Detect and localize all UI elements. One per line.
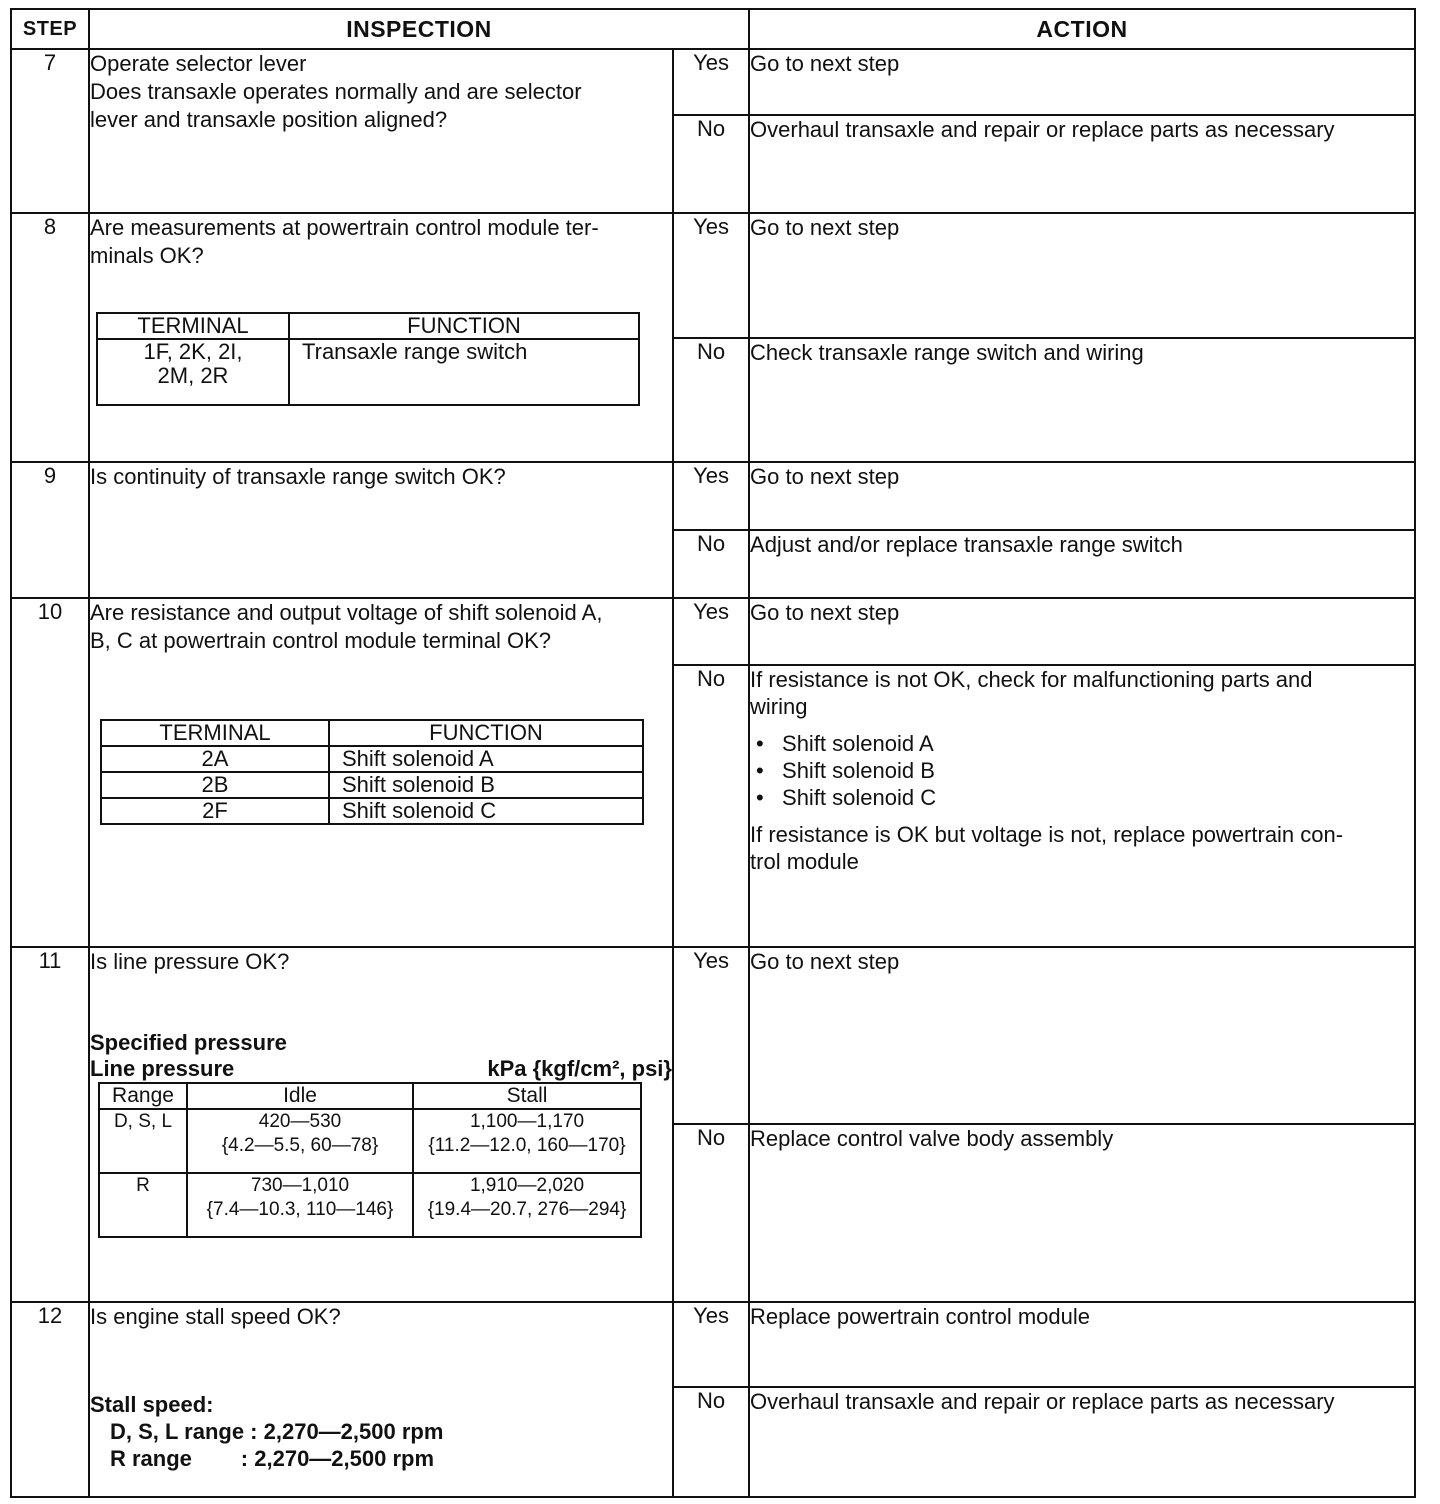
terminal-header: TERMINAL xyxy=(97,313,289,339)
value-line: {19.4—20.7, 276—294} xyxy=(427,1199,627,1221)
step-11-yes-row xyxy=(11,947,1415,1123)
function-header: FUNCTION xyxy=(329,720,643,746)
step-number: 10 xyxy=(11,598,89,947)
function-header: FUNCTION xyxy=(289,313,639,339)
step-number: 11 xyxy=(11,947,89,1302)
step-12-no-action: Overhaul transaxle and repair or replace parts as necessary xyxy=(749,1387,1415,1497)
idle-cell xyxy=(187,1173,413,1237)
stall-speed-line: D, S, L range : 2,270—2,500 rpm xyxy=(110,1419,444,1445)
inspection-line: lever and transaxle position aligned? xyxy=(90,107,448,132)
inspection-line: B, C at powertrain control module terminal OK? xyxy=(90,628,551,654)
solenoid-list xyxy=(750,730,1414,811)
terminal-line: 1F, 2K, 2I, xyxy=(143,339,243,365)
yes-label: Yes xyxy=(673,462,749,530)
no-label: No xyxy=(673,1387,749,1497)
range-cell: R xyxy=(99,1173,187,1237)
terminal-cell: 2A xyxy=(101,746,329,772)
step-7-yes-row xyxy=(11,49,1415,115)
range-cell: D, S, L xyxy=(99,1109,187,1173)
action-header: ACTION xyxy=(749,9,1415,49)
pressure-caption xyxy=(90,1056,672,1082)
stall-cell xyxy=(413,1173,641,1237)
step-12-yes-action: Replace powertrain control module xyxy=(749,1302,1415,1386)
inspection-header: INSPECTION xyxy=(89,9,749,49)
terminal-cell: 2B xyxy=(101,772,329,798)
no-label: No xyxy=(673,115,749,213)
inspection-line: Operate selector lever xyxy=(90,51,307,76)
step-number: 9 xyxy=(11,462,89,598)
function-cell: Shift solenoid A xyxy=(329,746,643,772)
stall-speed-line: R range : 2,270—2,500 rpm xyxy=(110,1446,435,1472)
step-8-inspection xyxy=(89,213,673,462)
step-10-inspection xyxy=(89,598,673,947)
step-10-yes-action: Go to next step xyxy=(749,598,1415,664)
step-number: 12 xyxy=(11,1302,89,1497)
terminal-cell xyxy=(97,339,289,405)
no-label: No xyxy=(673,530,749,598)
step-10-yes-row xyxy=(11,598,1415,664)
inspection-line: Are measurements at powertrain control module ter- xyxy=(90,215,599,241)
terminal-header: TERMINAL xyxy=(101,720,329,746)
step-7-no-action: Overhaul transaxle and repair or replace parts as necessary xyxy=(749,115,1415,213)
pressure-table xyxy=(98,1082,642,1238)
step-9-yes-row xyxy=(11,462,1415,530)
header-row xyxy=(11,9,1415,49)
step-9-inspection: Is continuity of transaxle range switch OK? xyxy=(89,462,673,598)
inspection-question: Is engine stall speed OK? xyxy=(90,1304,341,1330)
value-line: 1,100—1,170 xyxy=(469,1111,585,1133)
list-item: • Shift solenoid A xyxy=(782,730,1414,757)
function-cell: Shift solenoid B xyxy=(329,772,643,798)
value-line: 1,910—2,020 xyxy=(469,1175,585,1197)
stall-header: Stall xyxy=(413,1083,641,1109)
no-label: No xyxy=(673,1124,749,1302)
step-10-no-action xyxy=(749,665,1415,948)
step-11-yes-action: Go to next step xyxy=(749,947,1415,1123)
solenoid-terminal-table xyxy=(100,719,644,825)
line-pressure-label: Line pressure xyxy=(90,1056,235,1082)
stall-speed-title: Stall speed: xyxy=(90,1392,214,1418)
no-label: No xyxy=(673,338,749,462)
step-8-yes-row xyxy=(11,213,1415,337)
list-item: • Shift solenoid C xyxy=(782,784,1414,811)
step-7-inspection xyxy=(89,49,673,213)
troubleshooting-table xyxy=(10,8,1416,1498)
value-line: 730—1,010 xyxy=(250,1175,350,1197)
yes-label: Yes xyxy=(673,598,749,664)
action-line: wiring xyxy=(750,693,808,719)
action-line: If resistance is OK but voltage is not, replace powertrain con- xyxy=(750,821,1344,847)
yes-label: Yes xyxy=(673,1302,749,1386)
no-label: No xyxy=(673,665,749,948)
inspection-line: minals OK? xyxy=(90,243,204,269)
yes-label: Yes xyxy=(673,213,749,337)
action-line: If resistance is not OK, check for malfunctioning parts and xyxy=(750,666,1313,692)
value-line: {7.4—10.3, 110—146} xyxy=(206,1199,394,1221)
value-line: {11.2—12.0, 160—170} xyxy=(428,1135,626,1157)
step-12-yes-row xyxy=(11,1302,1415,1386)
step-11-inspection xyxy=(89,947,673,1302)
yes-label: Yes xyxy=(673,947,749,1123)
step-8-no-action: Check transaxle range switch and wiring xyxy=(749,338,1415,462)
step-header: STEP xyxy=(11,9,89,49)
step-number: 8 xyxy=(11,213,89,462)
terminal-line: 2M, 2R xyxy=(157,363,229,389)
stall-cell xyxy=(413,1109,641,1173)
idle-header: Idle xyxy=(187,1083,413,1109)
list-item: • Shift solenoid B xyxy=(782,757,1414,784)
inspection-question: Is line pressure OK? xyxy=(90,949,290,975)
action-line: trol module xyxy=(750,848,859,874)
terminal-table xyxy=(96,312,640,406)
yes-label: Yes xyxy=(673,49,749,115)
terminal-cell: 2F xyxy=(101,798,329,824)
step-12-inspection xyxy=(89,1302,673,1497)
pressure-units: kPa {kgf/cm², psi} xyxy=(487,1056,672,1082)
function-cell: Shift solenoid C xyxy=(329,798,643,824)
step-11-no-action: Replace control valve body assembly xyxy=(749,1124,1415,1302)
function-cell: Transaxle range switch xyxy=(289,339,639,405)
step-9-no-action: Adjust and/or replace transaxle range switch xyxy=(749,530,1415,598)
step-7-yes-action: Go to next step xyxy=(749,49,1415,115)
inspection-line: Does transaxle operates normally and are selector xyxy=(90,79,582,104)
step-8-yes-action: Go to next step xyxy=(749,213,1415,337)
value-line: {4.2—5.5, 60—78} xyxy=(221,1135,379,1157)
inspection-line: Are resistance and output voltage of shift solenoid A, xyxy=(90,600,603,626)
idle-cell xyxy=(187,1109,413,1173)
value-line: 420—530 xyxy=(258,1111,342,1133)
step-9-yes-action: Go to next step xyxy=(749,462,1415,530)
range-header: Range xyxy=(99,1083,187,1109)
step-number: 7 xyxy=(11,49,89,213)
spec-title: Specified pressure xyxy=(90,1030,287,1056)
